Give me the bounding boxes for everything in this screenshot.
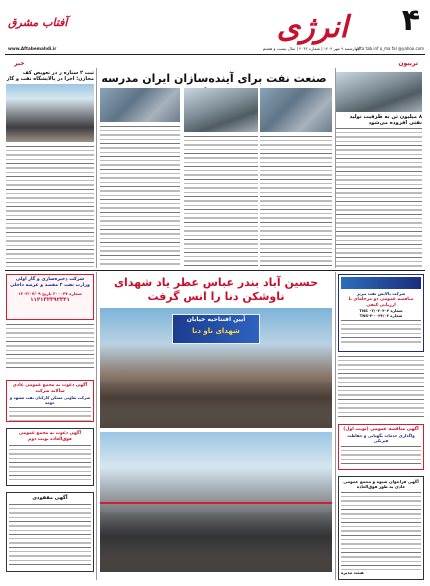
ad-mid-body: شرکت تعاونی مسکن کارکنان نفت مشهد و حومه	[9, 395, 91, 406]
feature-banner	[172, 314, 260, 344]
masthead-logo: انرژی	[276, 10, 348, 45]
left-photo	[6, 84, 94, 142]
column-rule	[335, 272, 336, 580]
feature-crowd	[100, 382, 332, 428]
tender-mid	[338, 424, 424, 470]
feature-headline-2: ناوشکن دنا را انس گرفت	[147, 290, 285, 303]
ad-bottom	[6, 428, 94, 486]
tender-mid-title: آگهی مناقصه عمومی (نوبت اول)	[343, 427, 419, 432]
masthead	[0, 0, 430, 60]
page-number: ۴	[401, 3, 420, 38]
feature-headline-1: حسین آباد بندر عباس عطر یاد شهدای	[113, 276, 319, 289]
ad-mid-title: آگهی دعوت به مجمع عمومی عادی سالانه شرکت	[12, 383, 88, 394]
brand-mark: آفتاب مشرق	[8, 16, 68, 29]
tender-top-line2: شماره ۰۲/۰۳۰۴۰۳ TNS	[359, 308, 403, 314]
tender-top-logo-bar	[341, 277, 421, 289]
tender-top-title: مناقصه عمومی دو مرحله‌ای با ارزیابی کیفی	[348, 297, 414, 308]
feature-crowd-2	[100, 512, 332, 572]
main-photo-1	[260, 88, 332, 132]
tender-bottom-signature: هیئت مدیره	[341, 569, 364, 575]
right-column	[336, 70, 422, 268]
ad-mid	[6, 380, 94, 422]
tender-top-text	[341, 320, 421, 346]
feature-banner-line-1: آیین افتتاحیه خیابان	[186, 316, 246, 323]
right-headline: ۸ میلیون تن به ظرفیت تولید نفتی افزوده می‌شود	[349, 114, 422, 127]
tender-bottom	[338, 476, 424, 580]
right-photo	[336, 72, 422, 112]
tender-mid-text	[341, 446, 421, 466]
ad-top-subtitle: شماره ۲۰۰۰۴۷ تاریخ ۱۴۰۴/۰۷/۰۹	[18, 291, 82, 296]
tender-top-company: شرکت پالایش نفت تبریز	[356, 291, 406, 296]
feature-banner-line-2: شهدای ناو دنا	[192, 327, 240, 335]
ad-top-title: شرکت ذخیره‌سازی و گاز اولی وزارت نفت ۲ مقصد و عرضه داخلی	[10, 277, 90, 288]
left-article-text	[6, 146, 94, 268]
column-rule	[335, 68, 336, 268]
masthead-website: www.Aftabemahdi.ir	[8, 46, 57, 51]
main-article-text-3	[100, 126, 180, 268]
notice	[6, 492, 94, 572]
main-article-text-2	[184, 136, 258, 268]
main-article-text-1	[260, 136, 332, 268]
ad-mid-text	[9, 407, 91, 421]
ad-top	[6, 274, 94, 320]
tender-mid-body: واگذاری خدمات نگهبانی و حفاظت فیزیکی	[347, 433, 415, 444]
feature-block	[100, 274, 332, 580]
section-news: خبر	[14, 60, 25, 67]
feature-photo-bottom	[100, 432, 332, 572]
feature-ribbon	[100, 502, 332, 504]
ad-bottom-text	[9, 445, 91, 483]
main-photo-3	[100, 88, 180, 122]
column-rule	[96, 272, 97, 580]
ad-top-text	[6, 324, 94, 370]
tender-top	[338, 274, 424, 352]
feature-photo-top	[100, 308, 332, 428]
tender-bottom-title: آگهی فراخوان شیوه و مجمع عمومی عادی به طور فوق‌العاده	[343, 479, 419, 490]
masthead-date: چهارشنبه ۹ مهر ۱۴۰۴ | شماره ۴۰۳۲ | سال بیست و هشتم	[262, 46, 360, 51]
column-rule	[96, 68, 97, 268]
main-headline: صنعت نفت برای آینده‌سازان ایران مدرسه	[101, 72, 327, 85]
notice-title: آگهی مفقودی	[32, 495, 68, 501]
notice-text	[9, 504, 91, 566]
section-divider	[5, 270, 425, 271]
masthead-divider	[5, 54, 425, 55]
left-headline: ثبت ۲ ستاره ز در تعویض کف مخازن؛ اجرا در پالایشگاه نفت و گاز	[6, 70, 94, 82]
masthead-email: afta tab.inf o_ma fal @yahoo.com	[356, 46, 424, 51]
tender-top-line3: شماره ۰۰۳۴/۰۳-۴-TNS	[359, 313, 403, 319]
tender-bottom-text	[341, 492, 421, 570]
section-tribune: تریبون	[398, 60, 418, 67]
tender-top-details	[338, 356, 424, 420]
main-photo-2	[184, 88, 258, 132]
right-article-text	[336, 128, 422, 268]
ad-top-phone: ۱۱۲۱۳۲۳۹۲۳۴۱	[30, 297, 70, 304]
ad-bottom-title: آگهی دعوت به مجمع عمومی فوق‌العاده نوبت دوم	[19, 431, 81, 442]
